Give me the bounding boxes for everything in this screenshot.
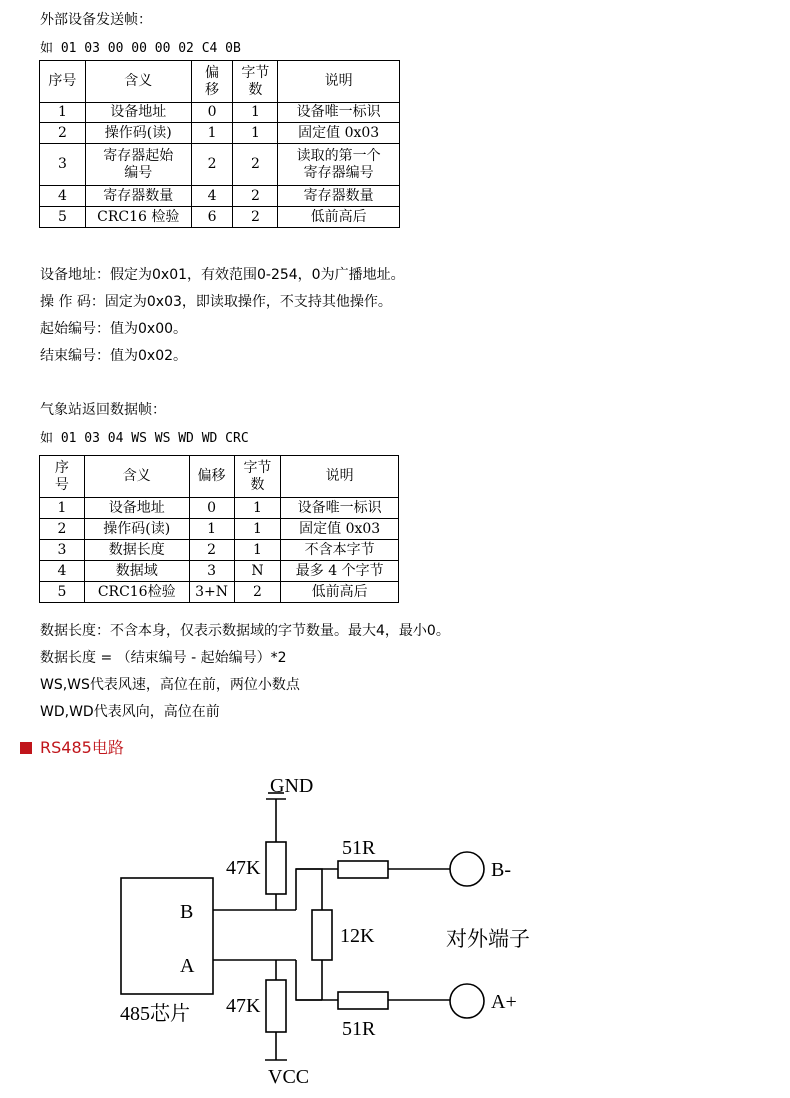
table-cell: 4 (40, 561, 85, 582)
table-cell: 3 (40, 540, 85, 561)
table-cell: 2 (233, 207, 278, 228)
table-cell: 1 (234, 540, 281, 561)
pin-a-label: A (180, 955, 195, 977)
col-header: 含义 (85, 61, 191, 103)
section-title: RS485电路 (40, 738, 124, 757)
table-cell: 2 (233, 144, 278, 186)
col-header: 偏移 (189, 456, 234, 498)
send-frame-title: 外部设备发送帧： (40, 12, 152, 28)
table-cell: 不含本字节 (281, 540, 399, 561)
table-cell: 寄存器数量 (278, 186, 400, 207)
table-cell: 4 (191, 186, 233, 207)
note-line: 数据长度：不含本身，仅表示数据域的字节数量。最大4，最小0。 (40, 623, 450, 639)
vcc-label: VCC (268, 1066, 310, 1088)
table-cell: 数据长度 (84, 540, 189, 561)
table-cell: 2 (189, 540, 234, 561)
resistor-label: 51R (342, 837, 376, 859)
table-cell: 2 (40, 519, 85, 540)
table-row (40, 186, 400, 207)
col-header: 说明 (281, 456, 399, 498)
table-cell: 操作码(读) (85, 123, 191, 144)
table-cell: 设备地址 (84, 498, 189, 519)
table-cell: 2 (234, 582, 281, 603)
485-chip-body (121, 878, 213, 994)
resistor-12k (312, 910, 332, 960)
table-cell: 2 (191, 144, 233, 186)
table-cell: 1 (234, 498, 281, 519)
col-header: 含义 (84, 456, 189, 498)
table-cell: CRC16 检验 (85, 207, 191, 228)
section-heading (20, 735, 124, 758)
col-header: 偏 移 (191, 61, 233, 103)
table-cell: 设备地址 (85, 103, 191, 123)
table-cell: 3 (40, 144, 86, 186)
resistor-51r-a (338, 992, 388, 1009)
resistor-label: 47K (226, 995, 261, 1017)
table-row (40, 207, 400, 228)
table-cell: 数据域 (84, 561, 189, 582)
table-cell: 2 (40, 123, 86, 144)
table-cell: N (234, 561, 281, 582)
table-cell: 1 (191, 123, 233, 144)
col-header: 序 号 (40, 456, 85, 498)
table-cell: 1 (233, 123, 278, 144)
table-row (40, 561, 399, 582)
col-header: 字节 数 (233, 61, 278, 103)
table-cell: 寄存器数量 (85, 186, 191, 207)
table-cell: 4 (40, 186, 86, 207)
table-cell: 0 (189, 498, 234, 519)
table-cell: 读取的第一个 寄存器编号 (278, 144, 400, 186)
table-cell: 6 (191, 207, 233, 228)
table-cell: 低前高后 (281, 582, 399, 603)
note-line: WS,WS代表风速，高位在前，两位小数点 (40, 677, 300, 693)
send-frame-example: 如 01 03 00 00 00 02 C4 0B (40, 41, 241, 56)
pin-b-label: B (180, 901, 194, 923)
col-header: 说明 (278, 61, 400, 103)
terminal-a-label: A+ (491, 991, 517, 1013)
note-line: 操 作 码：固定为0x03，即读取操作，不支持其他操作。 (40, 294, 392, 310)
table-cell: 寄存器起始 编号 (85, 144, 191, 186)
note-line: 结束编号：值为0x02。 (40, 348, 188, 364)
table-cell: 0 (191, 103, 233, 123)
external-terminal-label: 对外端子 (446, 927, 530, 951)
return-frame-title: 气象站返回数据帧： (40, 402, 166, 418)
table-cell: 5 (40, 207, 86, 228)
table-row (40, 582, 399, 603)
chip-label: 485芯片 (120, 1003, 190, 1025)
terminal-b-label: B- (491, 859, 511, 881)
terminal-a-icon (450, 984, 484, 1018)
table-cell: 低前高后 (278, 207, 400, 228)
table-cell: 2 (233, 186, 278, 207)
note-line: WD,WD代表风向，高位在前 (40, 704, 220, 720)
table-row (40, 519, 399, 540)
table-cell: 1 (189, 519, 234, 540)
table-cell: 固定值 0x03 (281, 519, 399, 540)
table-cell: 5 (40, 582, 85, 603)
resistor-51r-b (338, 861, 388, 878)
table-cell: 设备唯一标识 (278, 103, 400, 123)
note-line: 起始编号：值为0x00。 (40, 321, 188, 337)
note-line: 数据长度 = （结束编号 - 起始编号）*2 (40, 650, 287, 666)
table-cell: 1 (40, 498, 85, 519)
note-line: 设备地址：假定为0x01，有效范围0-254，0为广播地址。 (40, 267, 405, 283)
table-cell: 1 (40, 103, 86, 123)
table-row (40, 123, 400, 144)
table-row (40, 540, 399, 561)
send-frame-table (39, 60, 400, 228)
table-row (40, 144, 400, 186)
resistor-47k-top (266, 842, 286, 894)
table-cell: 最多 4 个字节 (281, 561, 399, 582)
table-cell: 操作码(读) (84, 519, 189, 540)
table-row (40, 103, 400, 123)
col-header: 序号 (40, 61, 86, 103)
resistor-label: 47K (226, 857, 261, 879)
table-cell: 3+N (189, 582, 234, 603)
rs485-circuit-diagram (0, 760, 790, 1098)
table-cell: 1 (233, 103, 278, 123)
terminal-b-icon (450, 852, 484, 886)
table-cell: 1 (234, 519, 281, 540)
table-cell: 固定值 0x03 (278, 123, 400, 144)
resistor-label: 51R (342, 1018, 376, 1040)
resistor-label: 12K (340, 925, 375, 947)
square-bullet-icon (20, 742, 32, 754)
table-cell: 3 (189, 561, 234, 582)
table-row (40, 498, 399, 519)
col-header: 字节 数 (234, 456, 281, 498)
resistor-47k-bottom (266, 980, 286, 1032)
table-cell: CRC16检验 (84, 582, 189, 603)
gnd-label: GND (270, 775, 314, 797)
table-cell: 设备唯一标识 (281, 498, 399, 519)
return-frame-table (39, 455, 399, 603)
return-frame-example: 如 01 03 04 WS WS WD WD CRC (40, 431, 249, 446)
